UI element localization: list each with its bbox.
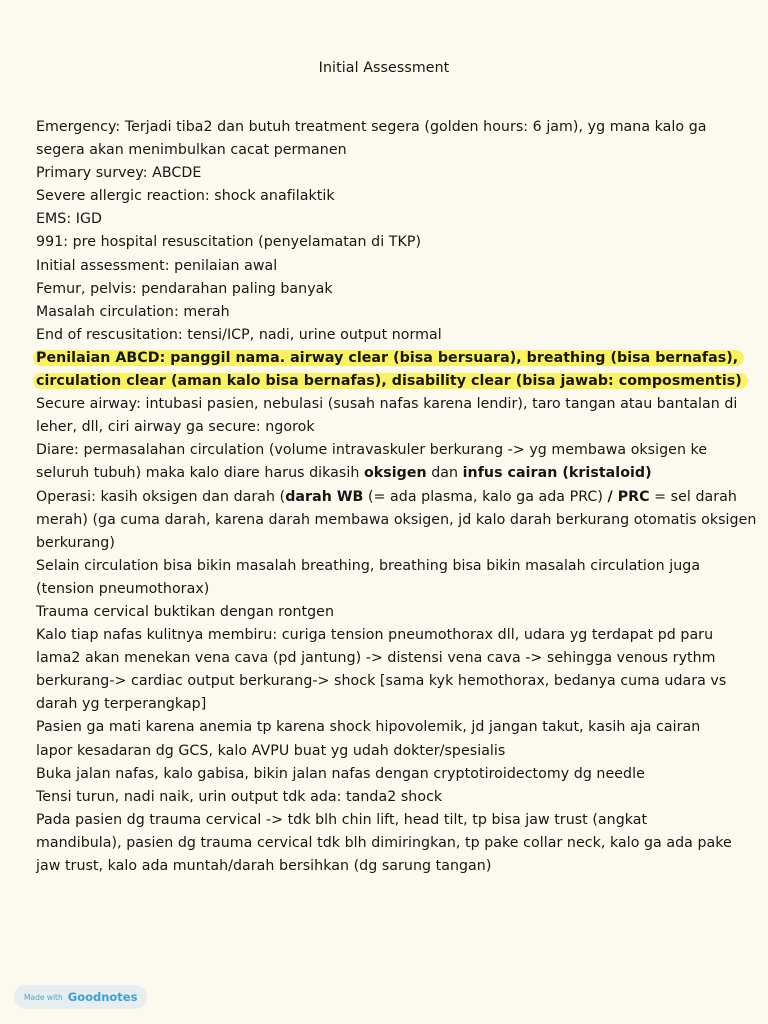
bold-term: oksigen [363,465,427,482]
note-line: lapor kesadaran dg GCS, kalo AVPU buat yg udah dokter/spesialis [36,742,506,759]
note-line: leher, dll, ciri airway ga secure: ngorok [36,419,315,436]
badge-prefix: Made with [24,992,63,1002]
note-line: jaw trust, kalo ada muntah/darah bersihkan (dg sarung tangan) [36,858,492,874]
note-line: berkurang) [36,534,115,551]
note-line: Trauma cervical buktikan dengan rontgen [36,603,335,620]
note-line: segera akan menimbulkan cacat permanen [36,142,347,159]
goodnotes-logo-text: Goodnotes [67,990,138,1004]
page-title: Initial Assessment [318,60,450,76]
note-text: seluruh tubuh) maka kalo diare harus dikasih [36,465,364,482]
note-line: Secure airway: intubasi pasien, nebulasi (susah nafas karena lendir), taro tangan atau bantalan di [36,396,738,413]
note-line: Pada pasien dg trauma cervical -> tdk blh chin lift, head tilt, tp bisa jaw trust (angkat [36,811,648,828]
note-text: (= ada plasma, kalo ga ada PRC) [363,488,608,505]
note-line: Diare: permasalahan circulation (volume intravaskuler berkurang -> yg membawa oksigen ke [36,442,708,459]
note-text: Operasi: kasih oksigen dan darah ( [36,488,286,505]
note-line: Selain circulation bisa bikin masalah breathing, breathing bisa bikin masalah circulation juga [36,557,701,574]
note-text: = sel darah [649,488,737,505]
note-line: berkurang-> cardiac output berkurang-> shock [sama kyk hemothorax, bedanya cuma udara vs [36,673,727,690]
note-line: EMS: IGD [36,211,103,228]
note-line: Tensi turun, nadi naik, urin output tdk ada: tanda2 shock [36,788,443,805]
highlight-text: circulation clear (aman kalo bisa bernafas), disability clear (bisa jawab: composmentis) [36,373,742,390]
note-line [36,462,736,485]
note-line: Pasien ga mati karena anemia tp karena shock hipovolemik, jd jangan takut, kasih aja cairan [36,719,701,736]
note-line: merah) (ga cuma darah, karena darah membawa oksigen, jd kalo darah berkurang otomatis oksigen [36,511,757,528]
bold-term: infus cairan (kristaloid) [462,465,652,482]
note-line: 991: pre hospital resuscitation (penyelamatan di TKP) [36,234,422,251]
note-line: End of rescusitation: tensi/ICP, nadi, urine output normal [36,326,442,343]
note-line: Kalo tiap nafas kulitnya membiru: curiga tension pneumothorax dll, udara yg terdapat pd paru [36,627,714,644]
note-line [36,486,736,509]
bold-term: darah WB [285,488,364,505]
note-line: Masalah circulation: merah [36,303,230,320]
note-line: lama2 akan menekan vena cava (pd jantung) -> distensi vena cava -> sehingga venous rythm [36,650,716,667]
note-line: Primary survey: ABCDE [36,165,202,182]
note-line: Femur, pelvis: pendarahan paling banyak [36,280,333,297]
note-line: Emergency: Terjadi tiba2 dan butuh treatment segera (golden hours: 6 jam), yg mana kalo ga [36,119,707,135]
highlighted-note-line [36,347,739,370]
note-line: (tension pneumothorax) [36,580,210,597]
note-line: Buka jalan nafas, kalo gabisa, bikin jalan nafas dengan cryptotiroidectomy dg needle [36,765,645,782]
notes-body [36,116,757,878]
note-line: Initial assessment: penilaian awal [36,257,278,274]
note-line: darah yg terperangkap] [36,696,207,713]
note-line: mandibula), pasien dg trauma cervical tdk blh dimiringkan, tp pake collar neck, kalo ga ada pake [36,834,732,851]
made-with-goodnotes-badge[interactable] [14,985,147,1009]
highlighted-note-line [36,370,742,393]
note-line: Severe allergic reaction: shock anafilaktik [36,188,335,205]
note-text: dan [426,465,463,482]
highlight-text: Penilaian ABCD: panggil nama. airway clear (bisa bersuara), breathing (bisa bernafas), [36,349,739,366]
bold-term: / PRC [607,488,650,505]
